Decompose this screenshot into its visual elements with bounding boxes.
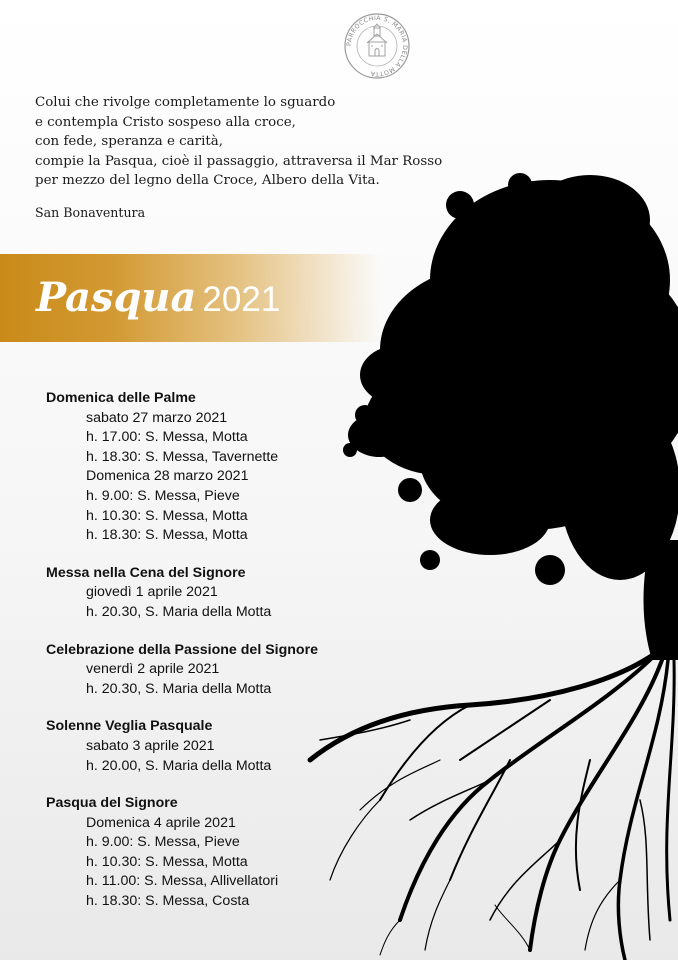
event-line: Domenica 4 aprile 2021 xyxy=(86,814,236,831)
event-line: h. 18.30: S. Messa, Costa xyxy=(86,893,250,910)
quote-line: compie la Pasqua, cioè il passaggio, attraversa il Mar Rosso xyxy=(35,153,443,169)
quote-line: e contempla Cristo sospeso alla croce, xyxy=(35,114,296,130)
parish-seal xyxy=(343,12,411,80)
title-banner xyxy=(0,254,380,342)
event-title: Domenica delle Palme xyxy=(46,390,196,406)
event-line: sabato 3 aprile 2021 xyxy=(86,737,215,754)
event-palm-sunday xyxy=(46,389,366,546)
event-line: h. 11.00: S. Messa, Allivellatori xyxy=(86,873,279,890)
event-line: h. 20.00, S. Maria della Motta xyxy=(86,757,272,774)
event-easter-vigil xyxy=(46,717,366,776)
event-line: venerdì 2 aprile 2021 xyxy=(86,661,220,678)
quote-author: San Bonaventura xyxy=(35,204,146,220)
seal-text: PARROCCHIA S. MARIA DELLA MOTTA xyxy=(345,14,409,78)
event-title: Celebrazione della Passione del Signore xyxy=(46,641,319,658)
quote-line: Colui che rivolge completamente lo sguardo xyxy=(35,95,336,110)
quote-line: per mezzo del legno della Croce, Albero della Vita. xyxy=(35,173,380,189)
title-year: 2021 xyxy=(202,280,281,319)
event-title: Solenne Veglia Pasquale xyxy=(46,718,213,735)
event-title: Pasqua del Signore xyxy=(46,795,178,812)
title-pasqua: Pasqua xyxy=(36,274,197,321)
event-title: Messa nella Cena del Signore xyxy=(46,564,246,581)
event-line: sabato 27 marzo 2021 xyxy=(86,409,228,426)
event-line: h. 18.30: S. Messa, Tavernette xyxy=(86,448,279,465)
event-line: h. 10.30: S. Messa, Motta xyxy=(86,507,248,524)
event-easter-sunday xyxy=(46,794,366,912)
church-seal-icon xyxy=(343,12,411,80)
event-line: h. 9.00: S. Messa, Pieve xyxy=(86,487,240,504)
event-line: giovedì 1 aprile 2021 xyxy=(86,584,218,601)
banner-title xyxy=(36,274,280,321)
event-line: h. 18.30: S. Messa, Motta xyxy=(86,527,248,544)
event-line: h. 9.00: S. Messa, Pieve xyxy=(86,834,240,851)
event-line: h. 17.00: S. Messa, Motta xyxy=(86,429,248,446)
event-line: Domenica 28 marzo 2021 xyxy=(86,468,249,485)
quote-line: con fede, speranza e carità, xyxy=(35,134,223,150)
mass-schedule xyxy=(46,389,366,930)
event-line: h. 20.30, S. Maria della Motta xyxy=(86,603,272,620)
event-line: h. 10.30: S. Messa, Motta xyxy=(86,853,248,870)
event-last-supper xyxy=(46,564,366,623)
event-passion xyxy=(46,641,366,700)
event-line: h. 20.30, S. Maria della Motta xyxy=(86,680,272,697)
